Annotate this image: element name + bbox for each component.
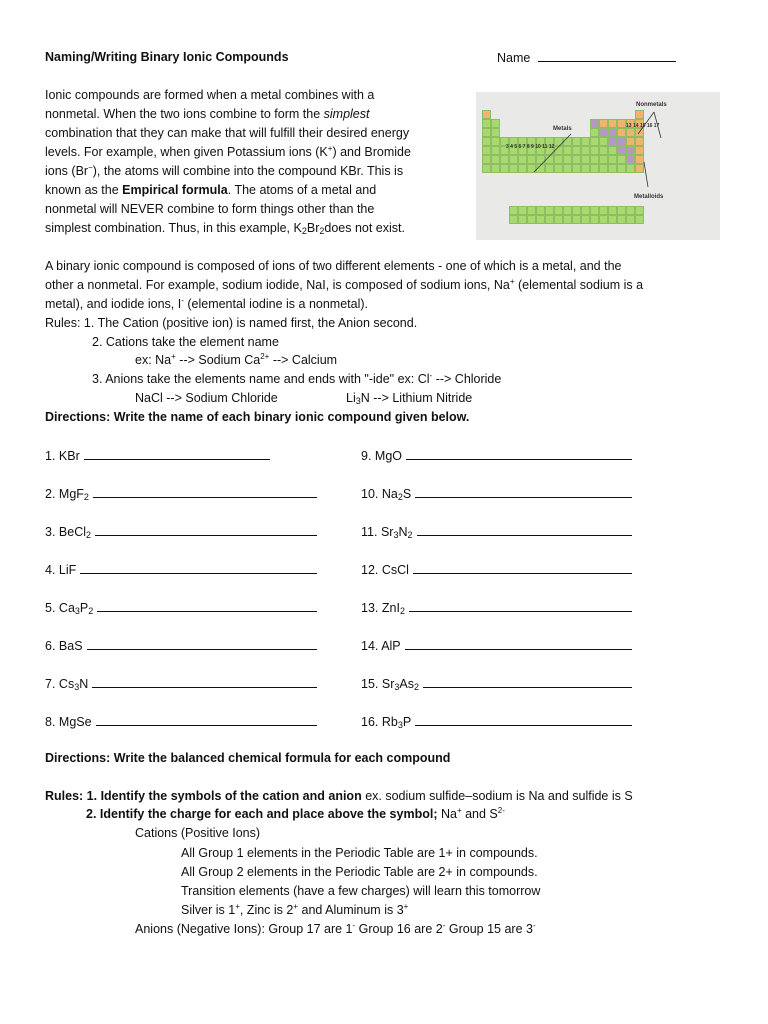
answer-blank[interactable]: [406, 447, 632, 460]
answer-blank[interactable]: [87, 637, 317, 650]
anions-rule: Anions (Negative Ions): Group 17 are 1- Group 16 are 2- Group 15 are 3-: [135, 921, 536, 936]
intro-line-7: nonmetal will NEVER combine to form things other than the: [45, 202, 375, 216]
question-number: 13.: [361, 601, 379, 615]
formula-part: Na: [381, 487, 398, 501]
answer-blank[interactable]: [93, 485, 317, 498]
answer-blank[interactable]: [417, 523, 632, 536]
name-blank[interactable]: [538, 49, 676, 62]
formula-part: BaS: [58, 639, 83, 653]
question-item: [361, 561, 632, 578]
answer-blank[interactable]: [423, 675, 632, 688]
rule-2: 2. Cations take the element name: [92, 335, 279, 349]
intro-line-5: ions (Br−), the atoms will combine into the compound KBr. This is: [45, 163, 404, 178]
periodic-table-figure: [476, 92, 720, 240]
question-item: [45, 485, 317, 502]
group-2-rule: All Group 2 elements in the Periodic Table are 2+ in compounds.: [181, 865, 538, 879]
rule-3: 3. Anions take the elements name and ends with "-ide" ex: Cl- --> Chloride: [92, 371, 502, 386]
formula-subscript: 2: [407, 530, 413, 540]
formula-part: BeCl: [58, 525, 87, 539]
answer-blank[interactable]: [415, 713, 632, 726]
intro-line-1: Ionic compounds are formed when a metal combines with a: [45, 88, 375, 102]
question-number: 14.: [361, 639, 379, 653]
question-item: [361, 713, 632, 730]
rule-3-example-2: $Li_3N$ --> Lithium Nitride: [346, 391, 473, 406]
rule-3-example-1: NaCl --> Sodium Chloride: [135, 391, 278, 405]
question-item: [361, 599, 632, 616]
question-number: 5.: [45, 601, 56, 615]
formula-part: MgF: [58, 487, 84, 501]
question-number: 15.: [361, 677, 379, 691]
formula-subscript: 2: [397, 492, 403, 502]
question-item: [45, 523, 317, 540]
answer-blank[interactable]: [84, 447, 270, 460]
question-number: 9.: [361, 449, 372, 463]
formula-part: Sr: [380, 525, 394, 539]
intro-line-6: known as the Empirical formula. The atoms of a metal and: [45, 183, 377, 197]
directions-formula: Directions: Write the balanced chemical formula for each compound: [45, 751, 451, 765]
para2-line-2: other a nonmetal. For example, sodium iodide, NaI, is composed of sodium ions, Na+ (elemental sodium is a: [45, 277, 644, 292]
metals-label: Metals: [553, 126, 572, 132]
intro-line-2: nonmetal. When the two ions combine to form the simplest: [45, 107, 370, 121]
formula-subscript: 3: [397, 720, 403, 730]
answer-blank[interactable]: [80, 561, 317, 574]
formula-subscript: 2: [413, 682, 419, 692]
formula-part: P: [402, 715, 412, 729]
question-item: [45, 599, 317, 616]
silver-zinc-aluminum-rule: Silver is 1+, Zinc is 2+ and Aluminum is 3+: [181, 902, 409, 917]
answer-blank[interactable]: [97, 599, 317, 612]
answer-blank[interactable]: [413, 561, 632, 574]
formula-part: AlP: [381, 639, 401, 653]
formula-subscript: 3: [393, 530, 399, 540]
answer-blank[interactable]: [415, 485, 632, 498]
answer-blank[interactable]: [92, 675, 317, 688]
question-item: [45, 675, 317, 692]
figure-pointer-lines: [476, 92, 720, 240]
question-number: 2.: [45, 487, 56, 501]
question-number: 4.: [45, 563, 56, 577]
question-number: 12.: [361, 563, 379, 577]
group-numbers-right: 13 14 15 16 17: [626, 123, 660, 129]
formula-part: N: [79, 677, 89, 691]
formula-subscript: 2: [86, 530, 92, 540]
intro-line-4: levels. For example, when given Potassium ions (K+) and Bromide: [45, 144, 411, 159]
question-number: 16.: [361, 715, 379, 729]
formula-part: CsCl: [381, 563, 409, 577]
question-item: [45, 447, 270, 464]
question-number: 8.: [45, 715, 56, 729]
answer-blank[interactable]: [96, 713, 317, 726]
formula-subscript: 2: [83, 492, 89, 502]
formula-subscript: 3: [74, 682, 80, 692]
directions-naming: Directions: Write the name of each binary ionic compound given below.: [45, 410, 470, 424]
formula-part: Rb: [381, 715, 398, 729]
formula-part: MgO: [374, 449, 403, 463]
rule2-2: 2. Identify the charge for each and place above the symbol; Na+ and $S^{2-}$: [86, 806, 505, 821]
question-number: 11.: [361, 525, 378, 539]
answer-blank[interactable]: [95, 523, 317, 536]
formula-part: N: [398, 525, 408, 539]
group-1-rule: All Group 1 elements in the Periodic Table are 1+ in compounds.: [181, 846, 538, 860]
transition-rule: Transition elements (have a few charges) will learn this tomorrow: [181, 884, 541, 898]
question-item: [45, 713, 317, 730]
intro-line-3: combination that they can make that will fulfill their desired energy: [45, 126, 410, 140]
question-number: 6.: [45, 639, 56, 653]
formula-part: ZnI: [381, 601, 400, 615]
name-label: Name: [497, 51, 531, 65]
question-number: 7.: [45, 677, 56, 691]
formula-part: Ca: [58, 601, 75, 615]
page-title: Naming/Writing Binary Ionic Compounds: [45, 50, 289, 64]
intro-line-8: simplest combination. Thus, in this example, $K_2Br_2does$ not exist.: [45, 221, 405, 236]
question-item: [45, 561, 317, 578]
question-item: [361, 447, 632, 464]
formula-subscript: 2: [399, 606, 405, 616]
question-item: [361, 485, 632, 502]
question-number: 10.: [361, 487, 379, 501]
question-item: [45, 637, 317, 654]
formula-subscript: 3: [394, 682, 400, 692]
formula-part: S: [402, 487, 412, 501]
formula-part: As: [399, 677, 414, 691]
formula-part: KBr: [58, 449, 80, 463]
rule-1: Rules: 1. The Cation (positive ion) is named first, the Anion second.: [45, 316, 418, 330]
formula-part: MgSe: [58, 715, 92, 729]
formula-part: LiF: [58, 563, 77, 577]
answer-blank[interactable]: [409, 599, 632, 612]
formula-subscript: 2: [88, 606, 94, 616]
name-field[interactable]: [497, 49, 676, 66]
metalloids-label: Metalloids: [634, 194, 664, 200]
nonmetals-label: Nonmetals: [636, 102, 667, 108]
formula-subscript: 3: [74, 606, 80, 616]
rule2-1: Rules: 1. Identify the symbols of the cation and anion ex. sodium sulfide–sodium is Na and sulfide is S: [45, 789, 633, 803]
question-item: [361, 637, 632, 654]
answer-blank[interactable]: [405, 637, 632, 650]
question-item: [361, 675, 632, 692]
formula-part: Sr: [381, 677, 395, 691]
formula-part: P: [79, 601, 89, 615]
cations-heading: Cations (Positive Ions): [135, 826, 261, 840]
para2-line-1: A binary ionic compound is composed of ions of two different elements - one of which is a metal, and the: [45, 259, 622, 273]
para2-line-3: metal), and iodide ions, I- (elemental iodine is a nonmetal).: [45, 296, 368, 311]
question-item: [361, 523, 632, 540]
formula-part: Cs: [58, 677, 75, 691]
question-number: 1.: [45, 449, 56, 463]
question-number: 3.: [45, 525, 56, 539]
group-numbers-left: 3 4 5 6 7 8 9 10 11 12: [506, 144, 555, 150]
rule-2-example: ex: Na+ --> Sodium $Ca^{2+}$ --> Calcium: [135, 352, 338, 367]
